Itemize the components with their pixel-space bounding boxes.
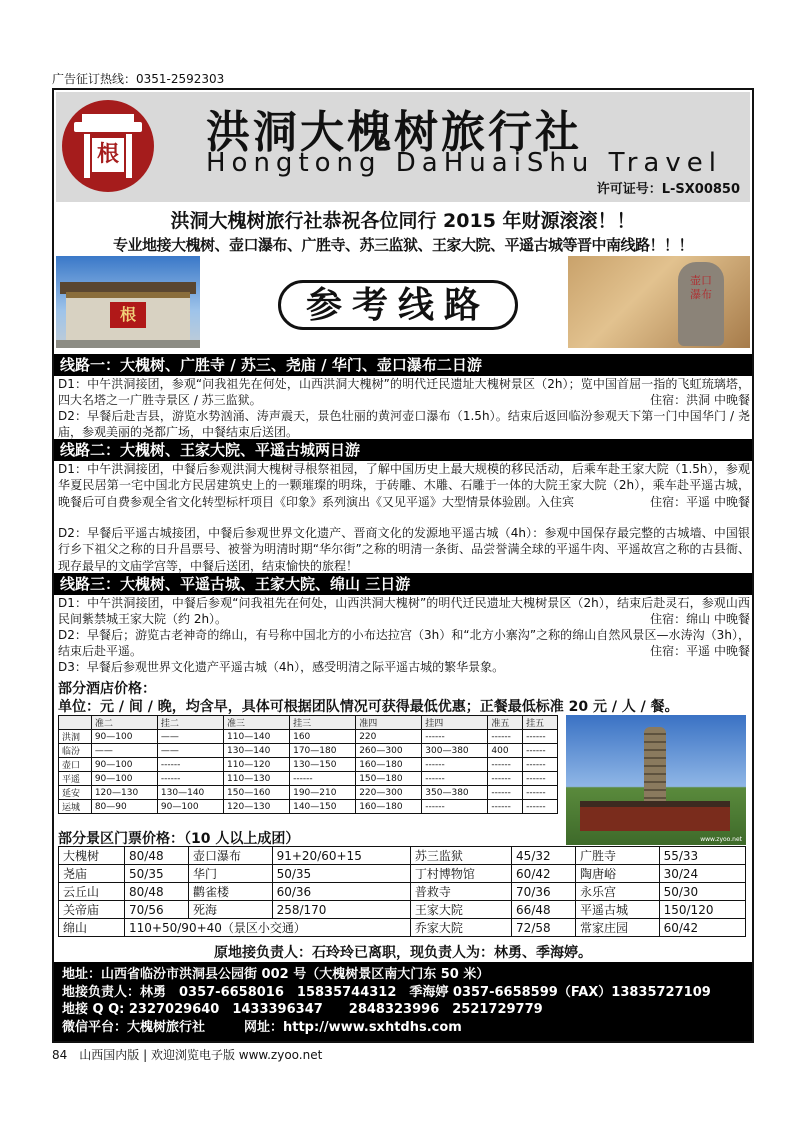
table-cell: 258/170 bbox=[272, 901, 410, 919]
table-cell bbox=[59, 716, 92, 730]
table-cell: 关帝庙 bbox=[59, 901, 125, 919]
ticket-section-title: 部分景区门票价格：（10 人以上成团） bbox=[58, 831, 300, 847]
table-cell: 洪洞 bbox=[59, 730, 92, 744]
day-stay: 住宿：平遥 中晚餐 bbox=[650, 644, 750, 659]
table-row bbox=[59, 786, 558, 800]
table-cell: 60/42 bbox=[512, 865, 576, 883]
table-cell: 准五 bbox=[488, 716, 523, 730]
route-3-day-1 bbox=[58, 595, 750, 628]
table-cell: 140—150 bbox=[290, 800, 356, 814]
table-cell: 挂五 bbox=[523, 716, 558, 730]
table-row bbox=[59, 901, 746, 919]
table-cell: 110—130 bbox=[224, 772, 290, 786]
stone-text: 壶口瀑布 bbox=[690, 274, 712, 301]
table-cell: 150—180 bbox=[356, 772, 422, 786]
license-number: 许可证号：L-SX00850 bbox=[596, 182, 740, 197]
day-text: D2：早餐后平遥古城接团，中餐后参观世界文化遗产、晋商文化的发源地平遥古城（4h）：参观中国保存最完整的古城墙、中国银行乡下祖父之称的日升昌票号、被誉为明清时期“华尔街”之称的明清一条街、品尝誉满全球的平遥牛肉、平遥故宫之称的古县衙、现存最早的文庙学宫等，中餐后送团，结束愉快的旅程！ bbox=[58, 526, 750, 573]
table-cell: 150—160 bbox=[224, 786, 290, 800]
table-cell: 70/36 bbox=[512, 883, 576, 901]
route-1-day-2 bbox=[58, 408, 750, 441]
table-cell: ------ bbox=[488, 772, 523, 786]
table-cell: 准二 bbox=[91, 716, 157, 730]
table-cell: ------ bbox=[422, 758, 488, 772]
wechat-line: 微信平台：大槐树旅行社 网址：http://www.sxhtdhs.com bbox=[62, 1019, 462, 1035]
table-cell: 160—180 bbox=[356, 800, 422, 814]
page-footer: 84 山西国内版 | 欢迎浏览电子版 www.zyoo.net bbox=[52, 1048, 323, 1062]
day-text: D1：中午洪洞接团，中餐后参观洪洞大槐树寻根祭祖园，了解中国历史上最大规模的移民活动，后乘车赴王家大院（1.5h），参观华夏民居第一宅中国北方民居建筑史上的一颗璀璨的明珠，于砖雕、木雕、石雕于一体的大院王家大院（2h），乘车赴平遥古城，晚餐后可自费参观全省文化转型标杆项目《印象》系列演出《又见平遥》大型情景体验剧。入住宾 bbox=[58, 462, 750, 509]
company-name-en: Hongtong DaHuaiShu Travel bbox=[206, 148, 722, 178]
table-cell: —— bbox=[157, 744, 223, 758]
table-cell: 准三 bbox=[224, 716, 290, 730]
route-3-day-2 bbox=[58, 627, 750, 660]
address-line: 地址：山西省临汾市洪洞县公园街 002 号（大槐树景区南大门东 50 米） bbox=[62, 967, 490, 982]
table-cell: 绵山 bbox=[59, 919, 125, 937]
day-text: D1：中午洪洞接团，参观“问我祖先在何处，山西洪洞大槐树”的明代迁民遗址大槐树景区（2h）；览中国首屈一指的飞虹琉璃塔，四大名塔之一广胜寺景区 / 苏三监狱。 bbox=[58, 377, 750, 408]
table-cell: 300—380 bbox=[422, 744, 488, 758]
table-cell: 丁村博物馆 bbox=[410, 865, 511, 883]
day-stay: 住宿：平遥 中晚餐 bbox=[650, 494, 750, 509]
ad-hotline: 广告征订热线：0351-2592303 bbox=[52, 72, 225, 86]
table-cell: 死海 bbox=[188, 901, 272, 919]
table-cell: 130—150 bbox=[290, 758, 356, 772]
table-cell: ------ bbox=[523, 786, 558, 800]
route-3-day-3 bbox=[58, 659, 750, 675]
qq-line: 地接 Q Q: 2327029640 1433396347 2848323996 2521729779 bbox=[62, 1002, 543, 1017]
table-cell: ------ bbox=[488, 786, 523, 800]
table-cell: ------ bbox=[488, 730, 523, 744]
table-row bbox=[59, 800, 558, 814]
table-cell: 110—120 bbox=[224, 758, 290, 772]
table-cell: ------ bbox=[422, 772, 488, 786]
day-text: D2：早餐后赴吉县，游览水势汹涌、涛声震天，景色壮丽的黄河壶口瀑布（1.5h）。结束后返回临汾参观天下第一门中国华门 / 尧庙，参观美丽的尧都广场，中餐结束后送团。 bbox=[58, 409, 750, 440]
table-cell: 90—100 bbox=[91, 772, 157, 786]
table-cell: 60/36 bbox=[272, 883, 410, 901]
table-cell: 120—130 bbox=[91, 786, 157, 800]
logo-icon bbox=[62, 100, 154, 192]
table-cell: 80—90 bbox=[91, 800, 157, 814]
table-cell: ------ bbox=[523, 758, 558, 772]
table-cell: 广胜寺 bbox=[575, 847, 659, 865]
day-stay: 住宿：洪洞 中晚餐 bbox=[650, 393, 750, 408]
table-cell: 华门 bbox=[188, 865, 272, 883]
day-stay: 住宿：绵山 中晚餐 bbox=[650, 612, 750, 627]
table-cell: ------ bbox=[523, 800, 558, 814]
day-text: D1：中午洪洞接团，中餐后参观“问我祖先在何处，山西洪洞大槐树”的明代迁民遗址大槐树景区（2h），结束后赴灵石，参观山西民间紫禁城王家大院（约 2h）。 bbox=[58, 596, 750, 627]
table-cell: 普救寺 bbox=[410, 883, 511, 901]
table-row bbox=[59, 744, 558, 758]
route-2-day-2 bbox=[58, 525, 750, 574]
table-cell: 尧庙 bbox=[59, 865, 125, 883]
table-cell: 常家庄园 bbox=[575, 919, 659, 937]
table-cell: 50/35 bbox=[125, 865, 189, 883]
table-cell: 挂二 bbox=[157, 716, 223, 730]
table-cell: 大槐树 bbox=[59, 847, 125, 865]
table-cell: 80/48 bbox=[125, 847, 189, 865]
route-heading: 参考线路 bbox=[278, 280, 518, 330]
table-row bbox=[59, 883, 746, 901]
table-row bbox=[59, 847, 746, 865]
table-cell: 延安 bbox=[59, 786, 92, 800]
table-row bbox=[59, 865, 746, 883]
table-cell: ------ bbox=[157, 772, 223, 786]
table-cell: 准四 bbox=[356, 716, 422, 730]
table-cell: 临汾 bbox=[59, 744, 92, 758]
gate-photo bbox=[56, 256, 200, 348]
table-cell: 70/56 bbox=[125, 901, 189, 919]
table-cell: 120—130 bbox=[224, 800, 290, 814]
table-cell: 220 bbox=[356, 730, 422, 744]
table-cell: 350—380 bbox=[422, 786, 488, 800]
route-3-title: 线路三：大槐树、平遥古城、王家大院、绵山 三日游 bbox=[54, 573, 752, 595]
table-cell: ------ bbox=[290, 772, 356, 786]
table-cell: 90—100 bbox=[157, 800, 223, 814]
hotel-unit-line: 单位：元 / 间 / 晚，均含早，具体可根据团队情况可获得最低优惠；正餐最低标准 20 元 / 人 / 餐。 bbox=[58, 699, 679, 715]
table-cell: 110—140 bbox=[224, 730, 290, 744]
route-2-title: 线路二：大槐树、王家大院、平遥古城两日游 bbox=[54, 439, 752, 461]
hotel-price-table bbox=[58, 715, 558, 814]
table-cell: ------ bbox=[422, 800, 488, 814]
pagoda-photo bbox=[566, 715, 746, 845]
tagline: 专业地接大槐树、壶口瀑布、广胜寺、苏三监狱、王家大院、平遥古城等晋中南线路！！！ bbox=[112, 236, 693, 254]
table-cell: 陶唐峪 bbox=[575, 865, 659, 883]
ticket-price-table bbox=[58, 846, 746, 937]
contact-note: 原地接负责人：石玲玲已离职，现负责人为：林勇、季海婷。 bbox=[214, 945, 592, 961]
route-1-day-1 bbox=[58, 376, 750, 409]
table-cell: 170—180 bbox=[290, 744, 356, 758]
table-row bbox=[59, 772, 558, 786]
table-cell: 130—140 bbox=[157, 786, 223, 800]
table-cell: 66/48 bbox=[512, 901, 576, 919]
table-cell: 60/42 bbox=[659, 919, 745, 937]
table-cell: 150/120 bbox=[659, 901, 745, 919]
contact-line: 地接负责人：林勇 0357-6658016 15835744312 季海婷 0357-6658599（FAX）13835727109 bbox=[62, 984, 711, 1000]
contact-footer bbox=[54, 962, 752, 1041]
table-cell: 190—210 bbox=[290, 786, 356, 800]
table-cell: 鹳雀楼 bbox=[188, 883, 272, 901]
table-cell: 80/48 bbox=[125, 883, 189, 901]
table-cell: 400 bbox=[488, 744, 523, 758]
table-cell: 乔家大院 bbox=[410, 919, 511, 937]
day-text: D3：早餐后参观世界文化遗产平遥古城（4h），感受明清之际平遥古城的繁华景象。 bbox=[58, 660, 505, 674]
table-cell: 160—180 bbox=[356, 758, 422, 772]
table-cell: 220—300 bbox=[356, 786, 422, 800]
table-cell: ------ bbox=[157, 758, 223, 772]
table-cell: ------ bbox=[523, 730, 558, 744]
table-cell: ------ bbox=[488, 758, 523, 772]
table-cell: 55/33 bbox=[659, 847, 745, 865]
route-1-title: 线路一：大槐树、广胜寺 / 苏三、尧庙 / 华门、壶口瀑布二日游 bbox=[54, 354, 752, 376]
table-header-row bbox=[59, 716, 558, 730]
table-cell: 壶口 bbox=[59, 758, 92, 772]
table-cell: ------ bbox=[523, 772, 558, 786]
day-text: D2：早餐后；游览古老神奇的绵山，有号称中国北方的小布达拉宫（3h）和“北方小寨沟”之称的绵山自然风景区—水涛沟（3h），结束后赴平遥。 bbox=[58, 628, 750, 659]
table-cell: 平遥 bbox=[59, 772, 92, 786]
company-name-cn: 洪洞大槐树旅行社 bbox=[206, 107, 582, 158]
table-cell: 160 bbox=[290, 730, 356, 744]
table-cell: ------ bbox=[523, 744, 558, 758]
table-cell: 永乐宫 bbox=[575, 883, 659, 901]
table-cell: 260—300 bbox=[356, 744, 422, 758]
table-cell: 50/30 bbox=[659, 883, 745, 901]
table-cell: 72/58 bbox=[512, 919, 576, 937]
route-2-day-1 bbox=[58, 461, 750, 510]
table-cell: ------ bbox=[422, 730, 488, 744]
table-cell: 90—100 bbox=[91, 758, 157, 772]
table-cell: 130—140 bbox=[224, 744, 290, 758]
table-cell: ------ bbox=[488, 800, 523, 814]
table-cell: 挂四 bbox=[422, 716, 488, 730]
table-cell: 苏三监狱 bbox=[410, 847, 511, 865]
table-row bbox=[59, 919, 746, 937]
table-cell: 云丘山 bbox=[59, 883, 125, 901]
stone-photo bbox=[568, 256, 750, 348]
table-cell: 30/24 bbox=[659, 865, 745, 883]
table-row bbox=[59, 758, 558, 772]
table-cell: 50/35 bbox=[272, 865, 410, 883]
table-cell: 平遥古城 bbox=[575, 901, 659, 919]
table-cell: 王家大院 bbox=[410, 901, 511, 919]
table-cell: 91+20/60+15 bbox=[272, 847, 410, 865]
table-cell: 90—100 bbox=[91, 730, 157, 744]
logo-char: 根 bbox=[92, 138, 124, 172]
table-cell: —— bbox=[91, 744, 157, 758]
table-cell: 挂三 bbox=[290, 716, 356, 730]
greeting-line: 洪洞大槐树旅行社恭祝各位同行 2015 年财源滚滚！！ bbox=[170, 210, 636, 232]
hotel-section-title: 部分酒店价格： bbox=[58, 681, 156, 697]
table-row bbox=[59, 730, 558, 744]
gate-plate: 根 bbox=[110, 302, 146, 328]
header-banner bbox=[56, 92, 750, 202]
photo-credit: www.zyoo.net bbox=[700, 836, 742, 843]
table-cell: —— bbox=[157, 730, 223, 744]
table-cell: 45/32 bbox=[512, 847, 576, 865]
table-cell: 壶口瀑布 bbox=[188, 847, 272, 865]
table-cell: 110+50/90+40（景区小交通） bbox=[125, 919, 411, 937]
table-cell: 运城 bbox=[59, 800, 92, 814]
